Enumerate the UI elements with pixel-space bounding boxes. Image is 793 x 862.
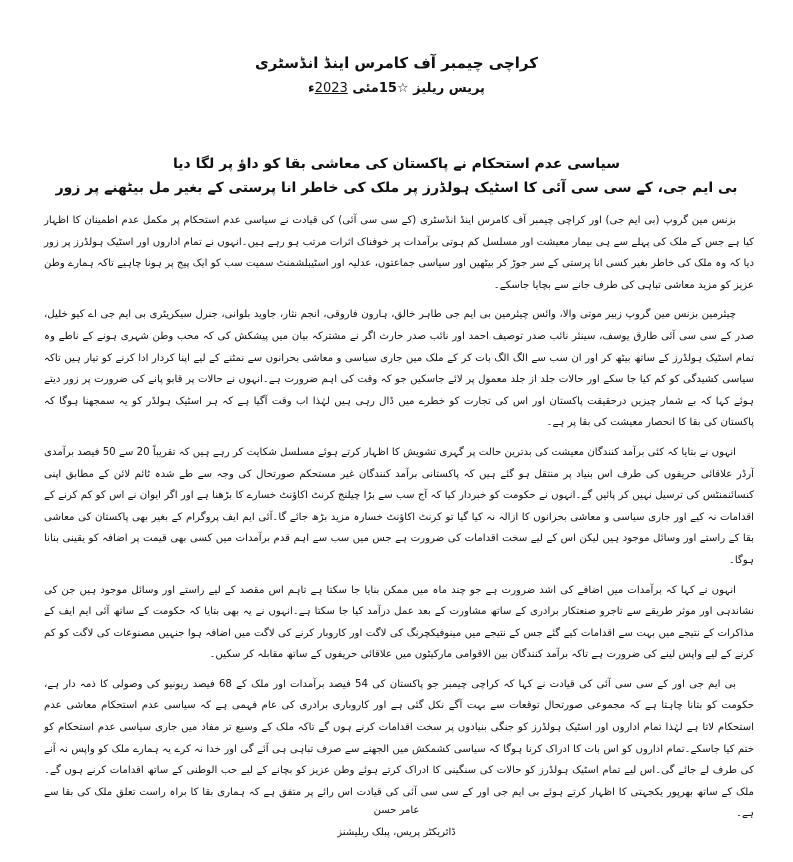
headline-line-1: سیاسی عدم استحکام نے پاکستان کی معاشی بقا کو داؤ پر لگا دیا <box>173 156 620 172</box>
paragraph-4: انہوں نے کہا کہ برآمدات میں اضافے کی اشد ضرورت ہے جو چند ماہ میں ممکن بنایا جا سکتا ہے تاہم اس مقصد کے لیے راستے اور وسائل موجود ہیں جن کی نشاندہی اور موثر طریقے سے تاجرو صنعتکار برادری کے ساتھ مشاورت کے بعد عمل درآمد کیا جا سکتا ہے۔انہوں نے یہ بھی بتایا کہ حکومت کے ساتھ آئی ایم ایف کے مذاکرات کے نتیجے میں بہت سے اقدامات کیے گئے جس کے نتیجے میں مینوفیکچرنگ کی لاگت اور کاروبار کرنے کی لاگت میں اضافہ ہوا جنہیں مصنوعات کی لاگت کو کم کرنے کے لیے واپس لینے کی ضرورت ہے تاکہ برآمد کنندگان بین الاقوامی مارکیٹوں میں علاقائی حریفوں کے ساتھ مقابلہ کر سکیں۔ <box>44 584 754 661</box>
release-label: پریس ریلیز <box>413 81 485 96</box>
release-line <box>0 80 793 98</box>
headline <box>40 152 753 200</box>
body-text <box>44 210 754 833</box>
paragraph-1: بزنس مین گروپ (بی ایم جی) اور کراچی چیمبر آف کامرس اینڈ انڈسٹری (کے سی سی آئی) کی قیادت نے سیاسی عدم استحکام پر مکمل عدم اطمینان کا اظہار کیا ہے جس کے ملک کی پہلے سے ہی بیمار معیشت اور مسلسل کم ہوتی برآمدات پر خوفناک اثرات مرتب ہو رہے ہیں۔انہوں نے تمام اداروں اور اسٹیک ہولڈرز پر زور دیا کہ وہ ملک کی خاطر بغیر کسی انا پرستی کے سر جوڑ کر بیٹھیں اور سیاسی جماعتوں، عدلیہ اور اسٹیبلشمنٹ سمیت سب کو ایک پیج پر ہونا چاہیے تاکہ ہمارے وطن عزیز کو مزید معاشی تباہی کی طرف جانے سے بچایا جاسکے۔ <box>44 215 754 291</box>
header <box>0 52 793 98</box>
paragraph-5: بی ایم جی اور کے سی سی آئی کی قیادت نے کہا کہ کراچی چیمبر جو پاکستان کی 54 فیصد برآمدات اور ملک کے 68 فیصد ریونیو کی وصولی کا ذمہ دار ہے، حکومت کو بتانا چاہتا ہے کہ مجموعی صورتحال توقعات سے بہت آگے نکل گئی ہے اور کاروباری برادری کی عام فہمی ہے کہ سیاسی عدم استحکام معاشی عدم استحکام لاتا ہے لہٰذا تمام اداروں اور اسٹیک ہولڈرز کو جنگی بنیادوں پر سخت اقدامات کرنے ہوں گے تاکہ ملک کے وسیع تر مفاد میں جاری سیاسی عدم استحکام کو ختم کیا جاسکے۔تمام اداروں کو اس بات کا ادراک کرنا ہوگا کہ سیاسی کشمکش میں الجھنے سے صرف تباہی ہی آئے گی اور خدا نہ کرے یہ ہمارے ملک کو واپس نہ آنے کی طرف لے جائے گی۔اس لیے تمام اسٹیک ہولڈرز کو حالات کی سنگینی کا ادراک کرتے ہوئے وطن عزیز کو بچانے کے لیے حب الوطنی کے ساتھ اقدامات کرنے ہوں گے۔ملک کے ساتھ بھرپور یکجہتی کا اظہار کرتے ہوئے بی ایم جی اور کے سی سی آئی کی قیادت اس رائے پر متفق ہے کہ ہماری بقا کا براہ راست تعلق ملک کی بقا سے ہے۔ <box>44 678 754 820</box>
signature <box>0 800 793 844</box>
paragraph-3: انہوں نے بتایا کہ کئی برآمد کنندگان معیشت کی بدترین حالت پر گہری تشویش کا اظہار کرتے ہوئے مسلسل شکایت کر رہے ہیں کہ تقریباً 20 سے 50 فیصد برآمدی آرڈر علاقائی حریفوں کی طرف اس بنیاد پر منتقل ہو گئے ہیں کہ پاکستانی برآمد کنندگان غیر مستحکم صورتحال کی وجہ سے طے شدہ ٹائم لائن کے مطابق اپنی کنسائنمنٹس کی ترسیل نہیں کر پائیں گے۔انہوں نے حکومت کو خبردار کیا کہ آج سب سے بڑا چیلنج کرنٹ اکاؤنٹ خسارے کا بڑھنا ہے اور اگر ایوان نے اس کو کم کرنے کے اقدامات نہ کیے اور جاری سیاسی و معاشی بحرانوں کا ازالہ نہ کیا گیا تو کرنٹ اکاؤنٹ خسارہ مزید بڑھ جائے گا۔آئی ایم ایف پروگرام کے بغیر بھی پاکستان کی معاشی بقا کے راستے اور وسائل موجود ہیں لیکن اس کے لیے سخت اقدامات کی ضرورت ہے جس میں سب سے اہم قدم برآمدات میں کسی بھی قیمت پر اضافہ کو یقینی بنانا ہوگا۔ <box>44 446 754 566</box>
signatory-name: عامر حسن <box>373 805 420 816</box>
paragraph-2: چیئرمین بزنس مین گروپ زبیر موتی والا، وائس چیئرمین بی ایم جی طاہر خالق، ہارون فاروقی، انجم نثار، جاوید بلوانی، جنرل سیکریٹری بی ایم جی اے کیو خلیل، صدر کے سی سی آئی طارق یوسف، سینئر نائب صدر توصیف احمد اور نائب صدر حارث اگر نے مشترکہ بیان میں پیشکش کی کہ محب وطن شہری ہونے کے ناطے وہ تمام اسٹیک ہولڈرز کے ساتھ بیٹھ کر اور ان سب سے الگ الگ بات کر کے ملک میں جاری سیاسی و معاشی بحرانوں سے نمٹنے کے لیے اپنا کردار ادا کرنے کو تیار ہیں تاکہ سیاسی کشیدگی کو کم کیا جا سکے اور حالات جلد از جلد معمول پر لائے جاسکیں جو کہ وقت کی اہم ضرورت ہے۔انہوں نے حالات پر قابو پانے کی ضرورت پر زور دیتے ہوئے کہا کہ بے شمار چیزیں درحقیقت پاکستان اور اس کی تجارت کو خطرے میں ڈال رہی ہیں لہٰذا اب وقت آگیا ہے کہ ہر اسٹیک ہولڈر کو یہ سمجھنا ہوگا کہ پاکستان کی بقا کا انحصار معیشت کی بقا پر ہے۔ <box>44 309 754 429</box>
headline-line-2: بی ایم جی، کے سی سی آئی کا اسٹیک ہولڈرز پر ملک کی خاطر انا پرستی کے بغیر مل بیٹھنے پر زور <box>55 180 738 196</box>
signatory-title: ڈائریکٹر پریس، پبلک ریلیشنز <box>337 827 456 838</box>
release-date-day-month: 15مئی <box>352 81 397 96</box>
organization-name: کراچی چیمبر آف کامرس اینڈ انڈسٹری <box>255 54 538 72</box>
release-date-year: 2023 <box>314 81 348 96</box>
release-date-suffix: ء <box>308 81 315 96</box>
star-icon: ☆ <box>396 81 409 96</box>
